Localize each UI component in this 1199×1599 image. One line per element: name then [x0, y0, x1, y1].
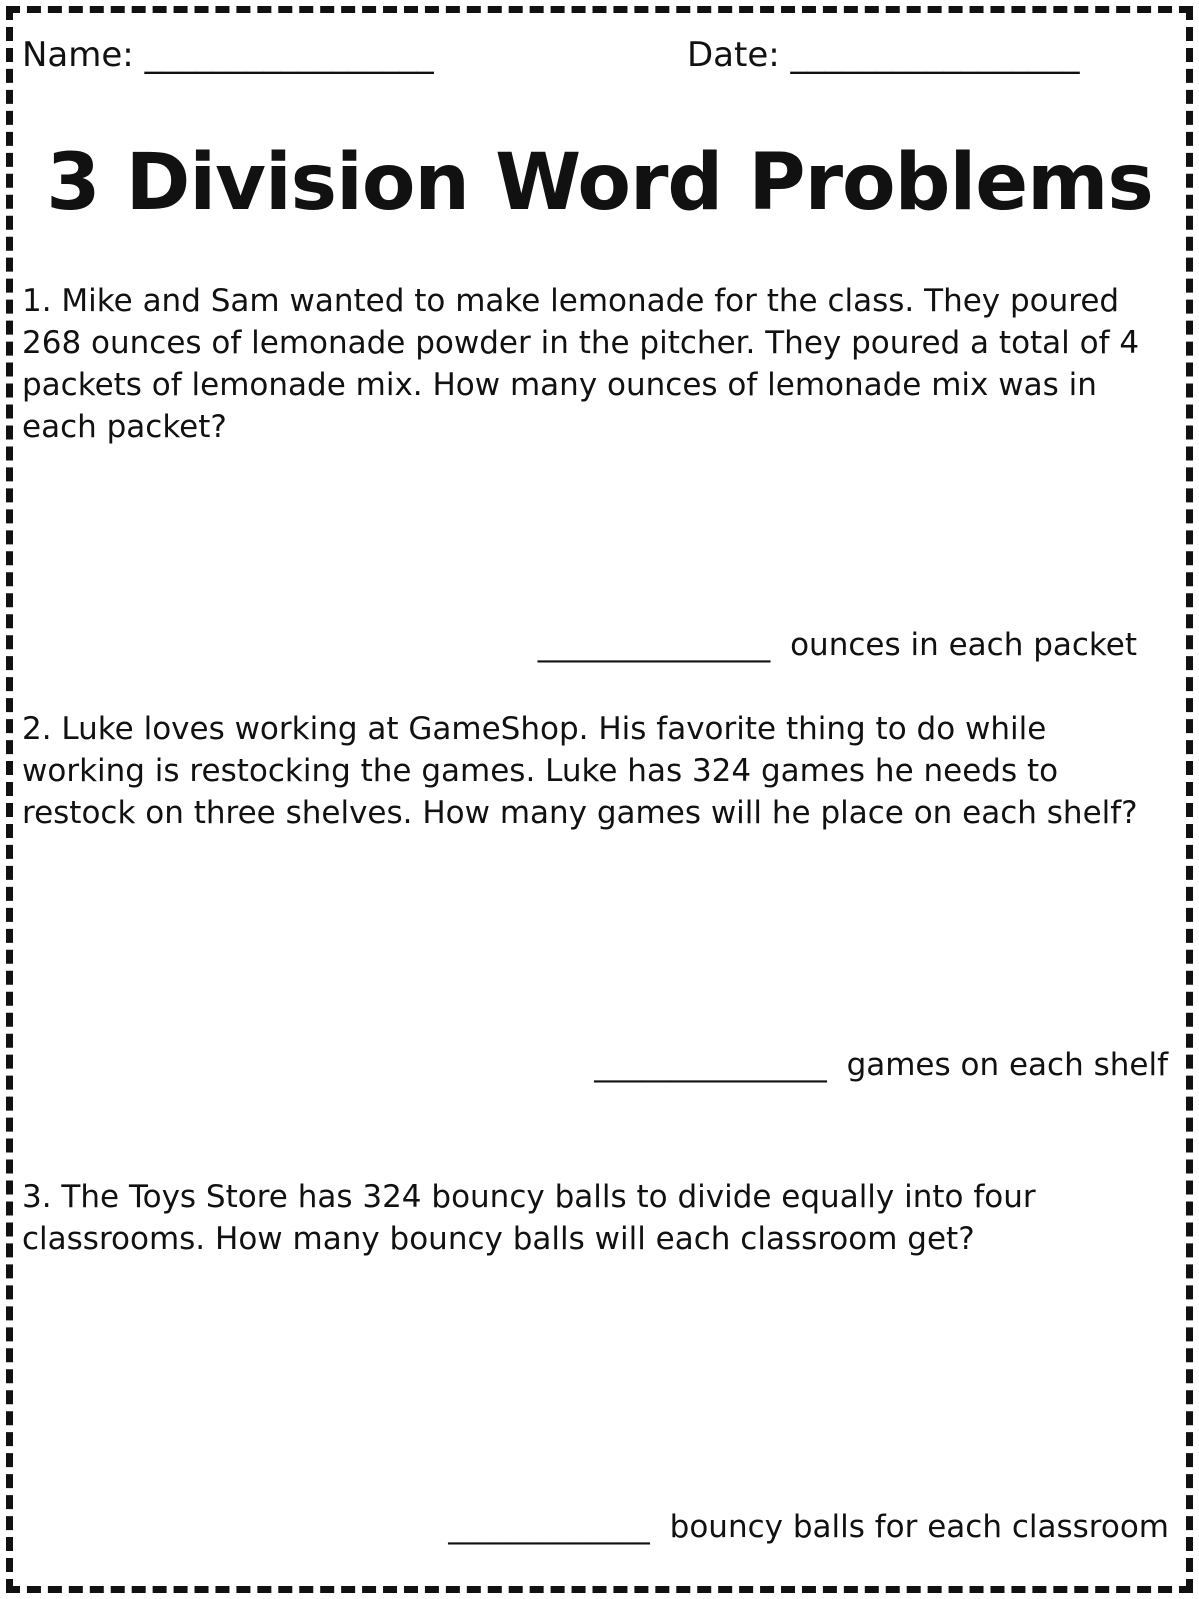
answer-3-unit-label: bouncy balls for each classroom: [669, 1509, 1169, 1545]
worksheet-title: 3 Division Word Problems: [46, 138, 1153, 228]
problem-2-answer-line[interactable]: [594, 1044, 1168, 1086]
problem-2-text: 2. Luke loves working at GameShop. His favorite thing to do while working is restocking the games. Luke has 324 games he needs to restock on three shelves. How many games will he place on each shelf?: [22, 711, 1138, 831]
problem-3-text: 3. The Toys Store has 324 bouncy balls to divide equally into four classrooms. How many bouncy balls will each classroom get?: [22, 1179, 1036, 1257]
problem-1-text: 1. Mike and Sam wanted to make lemonade for the class. They poured 268 ounces of lemonade powder in the pitcher. They poured a total of 4 packets of lemonade mix. How many ounces of lemonade mix was in each packet?: [22, 283, 1140, 445]
answer-1-blank[interactable]: _______________: [537, 627, 771, 663]
answer-2-blank[interactable]: _______________: [594, 1047, 827, 1083]
header-row: [22, 30, 1172, 80]
date-label: Date:: [687, 35, 780, 75]
problem-3-answer-line[interactable]: [448, 1506, 1169, 1548]
name-blank-line[interactable]: _________________: [144, 35, 434, 75]
date-blank-line[interactable]: _________________: [790, 35, 1080, 75]
answer-2-unit-label: games on each shelf: [846, 1047, 1168, 1083]
name-label: Name:: [22, 35, 134, 75]
answer-3-blank[interactable]: _____________: [448, 1509, 650, 1545]
problem-1-answer-line[interactable]: [538, 624, 1137, 666]
date-field[interactable]: [687, 30, 1080, 80]
name-field[interactable]: [22, 30, 434, 80]
answer-1-unit-label: ounces in each packet: [790, 627, 1137, 663]
